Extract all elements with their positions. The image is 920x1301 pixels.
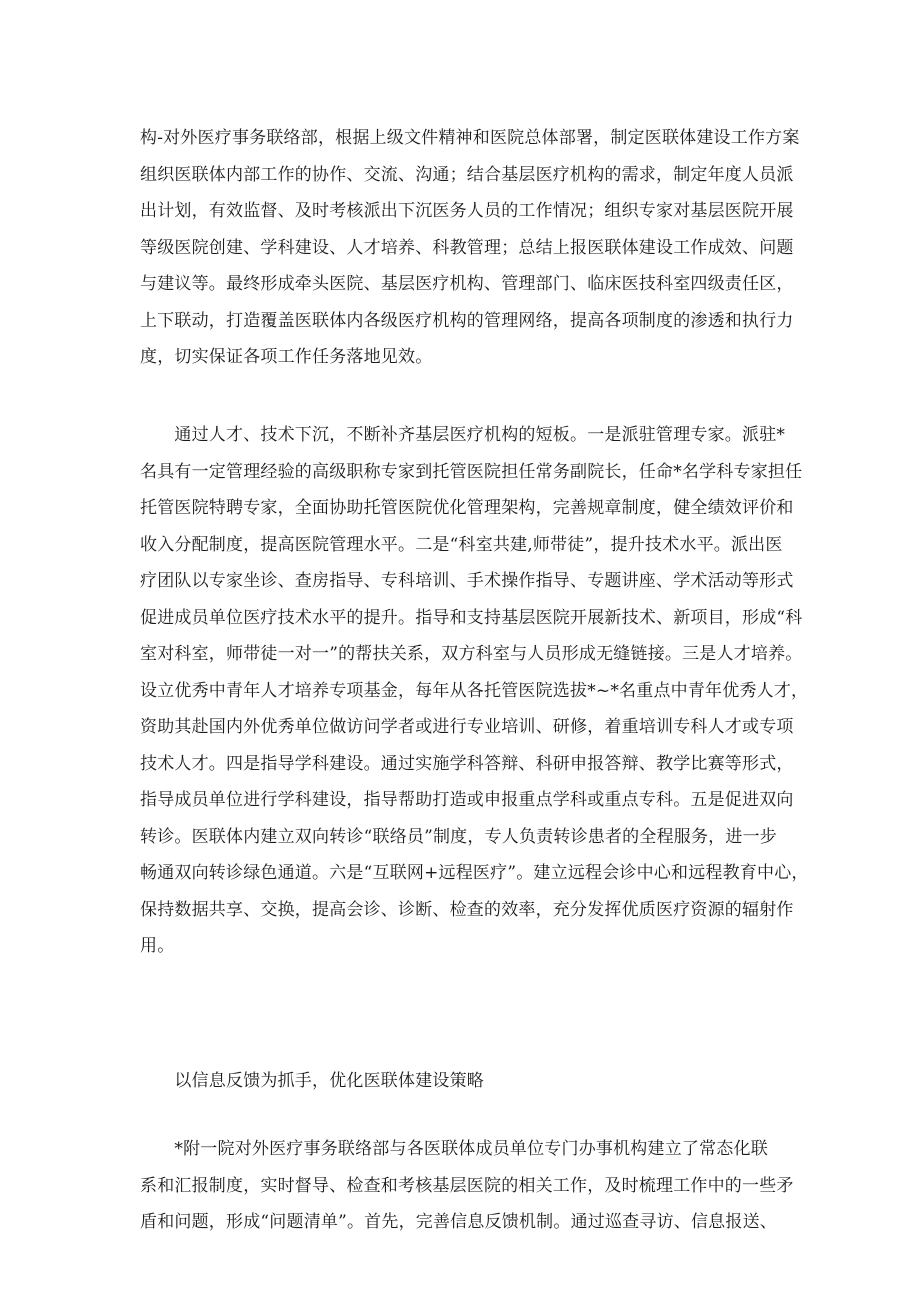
text-line: 指导成员单位进行学科建设，指导帮助打造或申报重点学科或重点专科。五是促进双向	[140, 790, 794, 810]
paragraph-feedback	[140, 1131, 800, 1241]
text-line: 度，切实保证各项工作任务落地见效。	[140, 347, 433, 367]
text-line: 盾和问题，形成“问题清单”。首先，完善信息反馈机制。通过巡查寻访、信息报送、	[140, 1212, 777, 1232]
text-line: 转诊。医联体内建立双向转诊“联络员”制度，专人负责转诊患者的全程服务，进一步	[140, 826, 777, 847]
text-line: 室对科室，师带徒一对一”的帮扶关系，双方科室与人员形成无缝链接。三是人才培养。	[140, 644, 803, 664]
text-line: 用。	[140, 936, 175, 956]
text-line: 与建议等。最终形成牵头医院、基层医疗机构、管理部门、临床医技科室四级责任区，	[140, 274, 794, 294]
section-heading-text: 以信息反馈为抓手，优化医联体建设策略	[140, 1071, 484, 1091]
text-line: 通过人才、技术下沉，不断补齐基层医疗机构的短板。一是派驻管理专家。派驻*	[140, 425, 786, 445]
text-line: 构-对外医疗事务联络部，根据上级文件精神和医院总体部署，制定医联体建设工作方案	[140, 128, 800, 148]
text-line: 托管医院特聘专家，全面协助托管医院优化管理架构，完善规章制度，健全绩效评价和	[140, 498, 794, 518]
text-line: 疗团队以专家坐诊、查房指导、专科培训、手术操作指导、专题讲座、学术活动等形式	[140, 571, 794, 591]
text-line: 等级医院创建、学科建设、人才培养、科教管理；总结上报医联体建设工作成效、问题	[140, 237, 794, 258]
text-line: 技术人才。四是指导学科建设。通过实施学科答辩、科研申报答辩、教学比赛等形式，	[140, 753, 794, 774]
text-line: 促进成员单位医疗技术水平的提升。指导和支持基层医院开展新技术、新项目，形成“科	[140, 607, 803, 628]
text-line: 系和汇报制度，实时督导、检查和考核基层医院的相关工作，及时梳理工作中的一些矛	[140, 1175, 794, 1196]
text-line: 名具有一定管理经验的高级职称专家到托管医院担任常务副院长，任命*名学科专家担任	[140, 461, 803, 482]
paragraph-talent-technology	[140, 417, 809, 965]
text-line: *附一院对外医疗事务联络部与各医联体成员单位专门办事机构建立了常态化联	[140, 1139, 768, 1159]
text-line: 组织医联体内部工作的协作、交流、沟通；结合基层医疗机构的需求，制定年度人员派	[140, 164, 794, 185]
paragraph-organization	[140, 120, 800, 376]
text-line: 保持数据共享、交换，提高会诊、诊断、检查的效率，充分发挥优质医疗资源的辐射作	[140, 899, 794, 920]
text-line: 出计划，有效监督、及时考核派出下沉医务人员的工作情况；组织专家对基层医院开展	[140, 201, 794, 221]
text-line: 收入分配制度，提高医院管理水平。二是“科室共建,师带徒”，提升技术水平。派出医	[140, 534, 783, 555]
text-line: 上下联动，打造覆盖医联体内各级医疗机构的管理网络，提高各项制度的渗透和执行力	[140, 310, 794, 331]
text-line: 畅通双向转诊绿色通道。六是“互联网+远程医疗”。建立远程会诊中心和远程教育中心，	[140, 863, 809, 883]
text-line: 设立优秀中青年人才培养专项基金，每年从各托管医院选拔*~*名重点中青年优秀人才，	[140, 680, 809, 701]
section-heading	[140, 1069, 800, 1093]
text-line: 资助其赴国内外优秀单位做访问学者或进行专业培训、研修，着重培训专科人才或专项	[140, 717, 794, 737]
